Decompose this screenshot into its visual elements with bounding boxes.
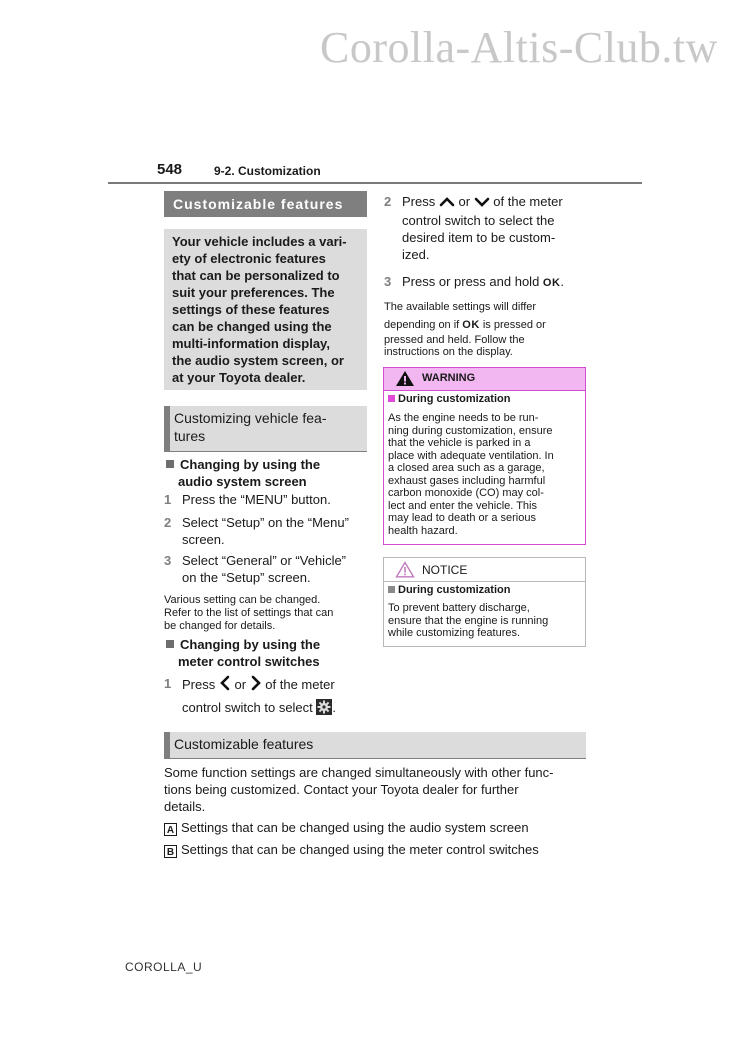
chevron-right-icon <box>250 675 262 697</box>
chevron-up-icon <box>439 195 455 212</box>
customizable-features-header: Customizable features <box>164 191 367 217</box>
ok-button-label: OK <box>462 319 480 331</box>
page-number: 548 <box>157 161 183 178</box>
notice-title: NOTICE <box>422 563 468 577</box>
right-step-3: 3 Press or press and hold OK. <box>384 274 565 289</box>
intro-line: Your vehicle includes a vari- <box>172 234 347 249</box>
audio-step-2: 2 Select “Setup” on the “Menu” screen. <box>164 515 349 547</box>
audio-heading: Changing by using the audio system screen <box>166 456 320 490</box>
intro-line: can be changed using the <box>172 319 332 334</box>
notice-body: To prevent battery discharge, ensure that the engine is running while customizing features. <box>388 602 549 639</box>
bullet-square-icon <box>388 586 395 593</box>
legend-badge-a: A <box>164 823 177 836</box>
intro-line: the audio system screen, or <box>172 353 344 368</box>
gear-icon <box>316 699 332 715</box>
warning-header <box>384 368 585 391</box>
bullet-square-icon <box>166 460 174 468</box>
chevron-left-icon <box>219 675 231 697</box>
ok-button-label: OK <box>542 277 561 289</box>
bottom-paragraph: Some function settings are changed simultaneously with other func- tions being customized. Contact your Toyota dealer for further details. <box>164 765 554 814</box>
warning-box <box>383 367 586 545</box>
intro-line: ety of electronic features <box>172 251 326 266</box>
sub-header-rule <box>164 451 367 452</box>
warning-title: WARNING <box>422 372 476 384</box>
footer-code: COROLLA_U <box>125 960 203 974</box>
customizing-vehicle-features-header <box>164 406 367 451</box>
watermark: Corolla-Altis-Club.tw <box>320 23 718 72</box>
meter-heading: Changing by using the meter control switches <box>166 636 320 670</box>
settings-note: The available settings will differ depending on if OK is pressed or pressed and held. Follow the instructions on the display. <box>384 301 546 358</box>
intro-line: settings of these features <box>172 302 330 317</box>
legend-item-a: A Settings that can be changed using the audio system screen <box>164 819 604 836</box>
section-title: 9-2. Customization <box>214 164 321 178</box>
warning-body: As the engine needs to be run- ning during customization, ensure that the vehicle is parked in a place with adequate ventilation. In a closed area such as a garage, exhaust gases including harmful carbon monoxide (CO) may col- lect and enter the vehicle. This may lead to death or a serious health hazard. <box>388 412 554 537</box>
intro-box <box>164 229 367 390</box>
notice-header <box>384 558 585 582</box>
customizable-features-subheader: Customizable features <box>164 732 586 758</box>
chevron-down-icon <box>474 195 490 212</box>
right-step-2: 2 Press or of the meter control switch to select the desired item to be custom- ized. <box>384 194 563 262</box>
intro-line: that can be personalized to <box>172 268 340 283</box>
bullet-square-icon <box>166 640 174 648</box>
notice-box <box>383 557 586 647</box>
audio-step-1: 1 Press the “MENU” button. <box>164 492 331 507</box>
sub-header-line: tures <box>174 428 206 444</box>
warning-triangle-icon <box>395 370 415 392</box>
warning-subtitle: During customization <box>388 393 510 405</box>
intro-line: suit your preferences. The <box>172 285 335 300</box>
bullet-square-icon <box>388 395 395 402</box>
notice-subtitle: During customization <box>388 584 510 596</box>
sub-header-line: Customizing vehicle fea- <box>174 410 327 426</box>
notice-triangle-icon <box>395 561 415 583</box>
header-rule <box>108 182 642 184</box>
legend-item-b: B Settings that can be changed using the meter control switches <box>164 841 604 858</box>
subheader-rule <box>164 758 586 759</box>
legend-badge-b: B <box>164 845 177 858</box>
meter-step-1: 1 Press or of the meter control switch to select . <box>164 676 337 715</box>
audio-note: Various setting can be changed. Refer to the list of settings that can be changed for details. <box>164 594 334 632</box>
intro-line: multi-information display, <box>172 336 330 351</box>
audio-step-3: 3 Select “General” or “Vehicle” on the “Setup” screen. <box>164 553 347 585</box>
intro-line: at your Toyota dealer. <box>172 370 306 385</box>
